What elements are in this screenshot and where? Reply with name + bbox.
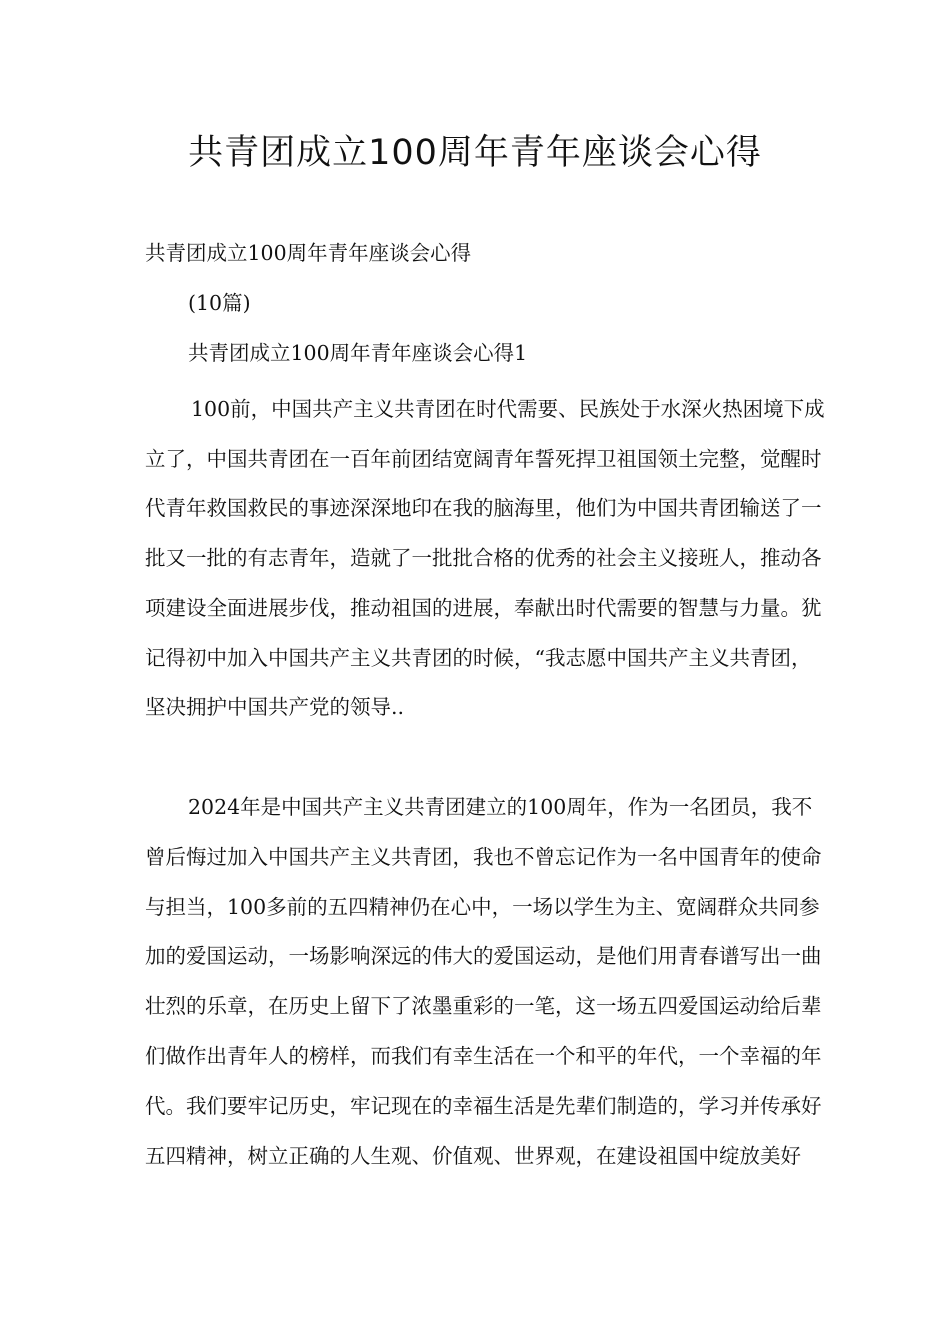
- article-count-note: (10篇): [188, 291, 251, 315]
- body-paragraph: 2024年是中国共产主义共青团建立的100周年，作为一名团员，我不曾后悔过加入中国共产主义共青团，我也不曾忘记作为一名中国青年的使命与担当，100多前的五四精神仍在心中，一场以学生为主、宽阔群众共同参加的爱国运动，一场影响深远的伟大的爱国运动，是他们用青春谱写出一曲壮烈的乐章，在历史上留下了浓墨重彩的一笔，这一场五四爱国运动给后辈们做作出青年人的榜样，而我们有幸生活在一个和平的年代，一个幸福的年代。我们要牢记历史，牢记现在的幸福生活是先辈们制造的，学习并传承好五四精神，树立正确的人生观、价值观、世界观，在建设祖国中绽放美好: [145, 795, 822, 1168]
- document-title: 共青团成立100周年青年座谈会心得: [188, 133, 762, 173]
- section-heading: 共青团成立100周年青年座谈会心得1: [188, 341, 528, 365]
- document-subtitle: 共青团成立100周年青年座谈会心得: [145, 241, 472, 265]
- body-paragraph: 100前，中国共产主义共青团在时代需要、民族处于水深火热困境下成立了，中国共青团在一百年前团结宽阔青年誓死捍卫祖国领土完整，觉醒时代青年救国救民的事迹深深地印在我的脑海里，他们为中国共青团输送了一批又一批的有志青年，造就了一批批合格的优秀的社会主义接班人，推动各项建设全面进展步伐，推动祖国的进展，奉献出时代需要的智慧与力量。犹记得初中加入中国共产主义共青团的时候，“我志愿中国共产主义共青团，坚决拥护中国共产党的领导..: [145, 397, 825, 720]
